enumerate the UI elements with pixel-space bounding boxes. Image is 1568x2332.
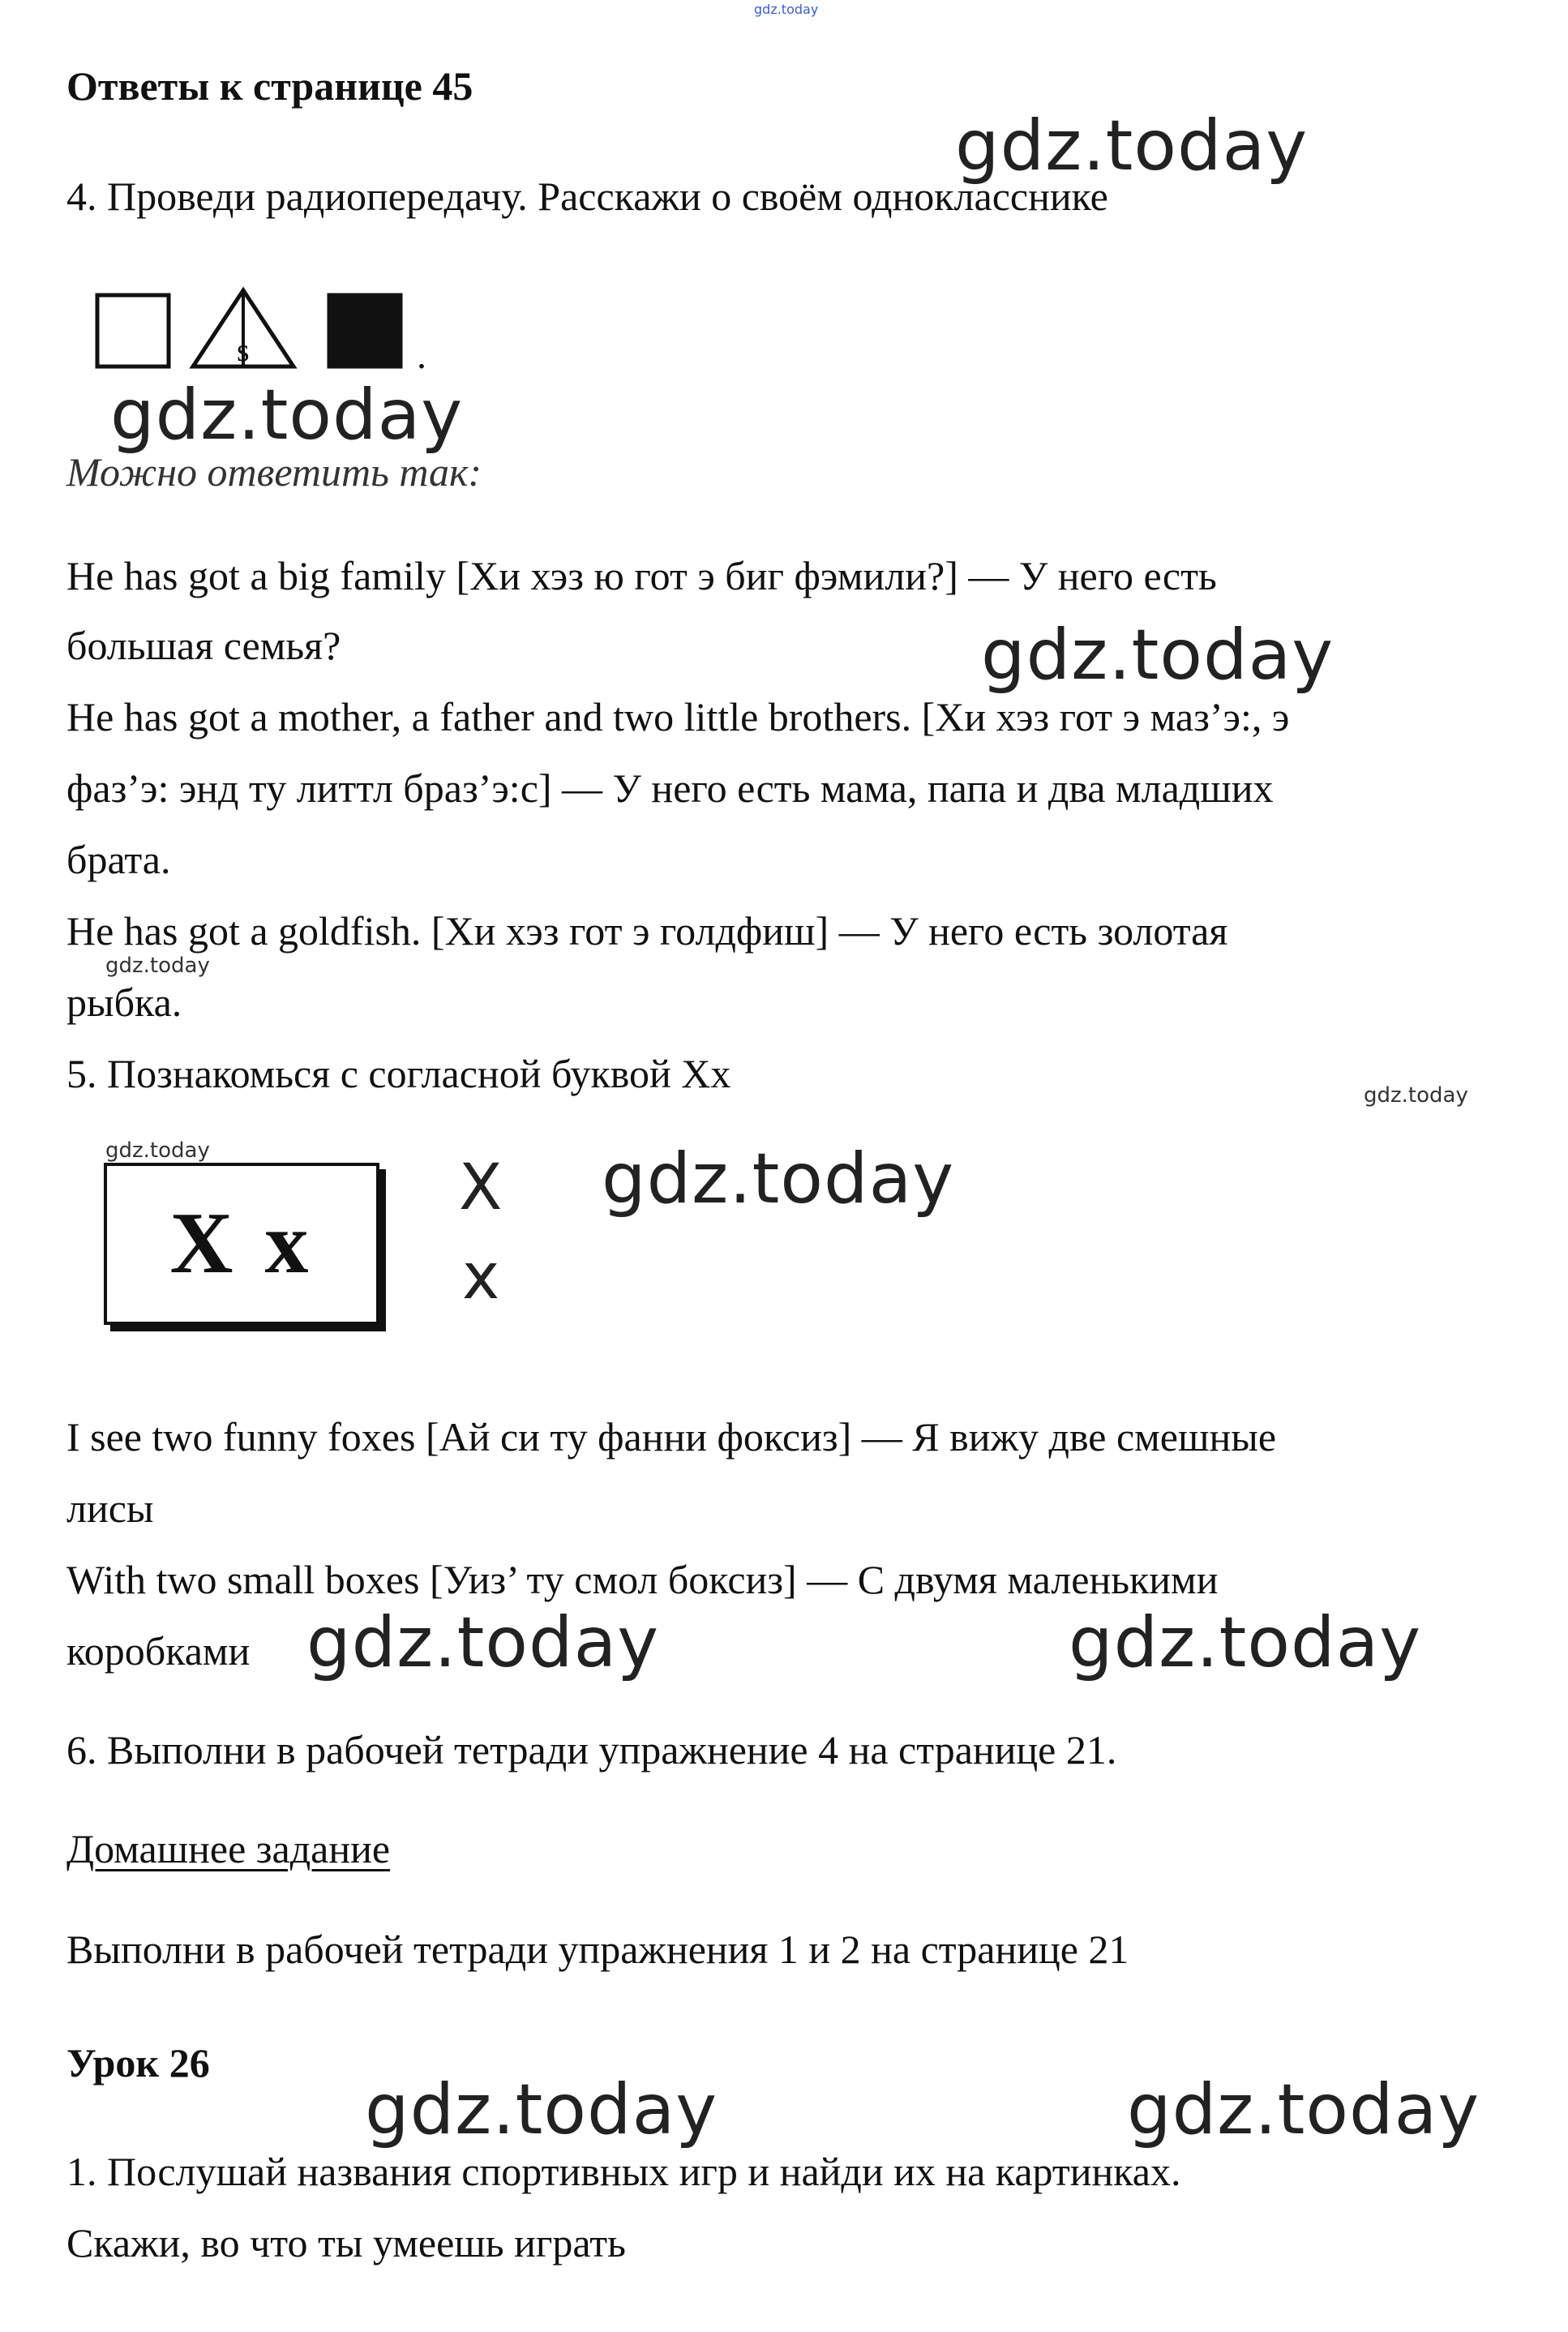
answer-intro: Можно ответить так: xyxy=(66,449,482,495)
answer-line: фаз’э: энд ту литтл браз’э:с] — У него есть мама, папа и два младших xyxy=(66,765,1274,811)
filled-square-icon xyxy=(329,295,401,367)
watermark: gdz.today xyxy=(602,1138,955,1220)
homework-heading: Домашнее задание xyxy=(66,1826,391,1871)
watermark: gdz.today xyxy=(105,1138,210,1163)
task-4-text: 4. Проведи радиопередачу. Расскажи о своём однокласснике xyxy=(66,174,1108,219)
watermark: gdz.today xyxy=(1069,1602,1422,1683)
lesson-title: Урок 26 xyxy=(66,2040,210,2086)
watermark: gdz.today xyxy=(365,2069,718,2150)
watermark: gdz.today xyxy=(981,615,1335,696)
lesson-task-1-line-2: Скажи, во что ты умеешь играть xyxy=(66,2220,626,2266)
answer-line: He has got a goldfish. [Хи хэз гот э голдфиш] — У него есть золотая xyxy=(66,908,1228,954)
scheme-end-mark: . xyxy=(417,334,426,373)
answer-line: I see two funny foxes [Ай си ту фанни фоксиз] — Я вижу две смешные xyxy=(66,1414,1277,1460)
task-6-text: 6. Выполни в рабочей тетради упражнение 4 на странице 21. xyxy=(66,1727,1117,1773)
answer-line: He has got a big family [Хи хэз ю гот э биг фэмили?] — У него есть xyxy=(66,553,1217,598)
watermark: gdz.today xyxy=(955,105,1309,186)
task-5-text: 5. Познакомься с согласной буквой Xx xyxy=(66,1051,731,1096)
homework-text: Выполни в рабочей тетради упражнения 1 и 2 на странице 21 xyxy=(66,1927,1129,1972)
handwritten-lowercase-x: x xyxy=(462,1241,500,1314)
page-title: Ответы к странице 45 xyxy=(66,63,473,109)
answer-line: рыбка. xyxy=(66,980,182,1025)
watermark: gdz.today xyxy=(1127,2069,1480,2150)
letter-card-face: X x xyxy=(104,1163,379,1325)
handwritten-uppercase-x: X xyxy=(459,1151,503,1224)
triangle-s-icon xyxy=(193,290,293,368)
answer-line: большая семья? xyxy=(66,623,341,668)
watermark: gdz.today xyxy=(110,375,464,456)
empty-square-icon xyxy=(97,295,169,367)
answer-line: коробками xyxy=(66,1628,251,1674)
sound-scheme xyxy=(89,284,446,373)
triangle-letter: s xyxy=(237,332,250,368)
lesson-task-1-line-1: 1. Послушай названия спортивных игр и найди их на картинках. xyxy=(66,2149,1181,2194)
watermark: gdz.today xyxy=(1364,1083,1468,1108)
letter-card xyxy=(104,1163,379,1325)
answer-line: He has got a mother, a father and two little brothers. [Хи хэз гот э маз’э:, э xyxy=(66,694,1290,739)
answer-line: брата. xyxy=(66,837,171,882)
answer-line: лисы xyxy=(66,1485,154,1531)
answer-line: With two small boxes [Уиз’ ту смол боксиз] — С двумя маленькими xyxy=(66,1557,1219,1602)
watermark-top: gdz.today xyxy=(754,2,819,17)
watermark: gdz.today xyxy=(105,954,210,978)
watermark: gdz.today xyxy=(306,1602,660,1683)
